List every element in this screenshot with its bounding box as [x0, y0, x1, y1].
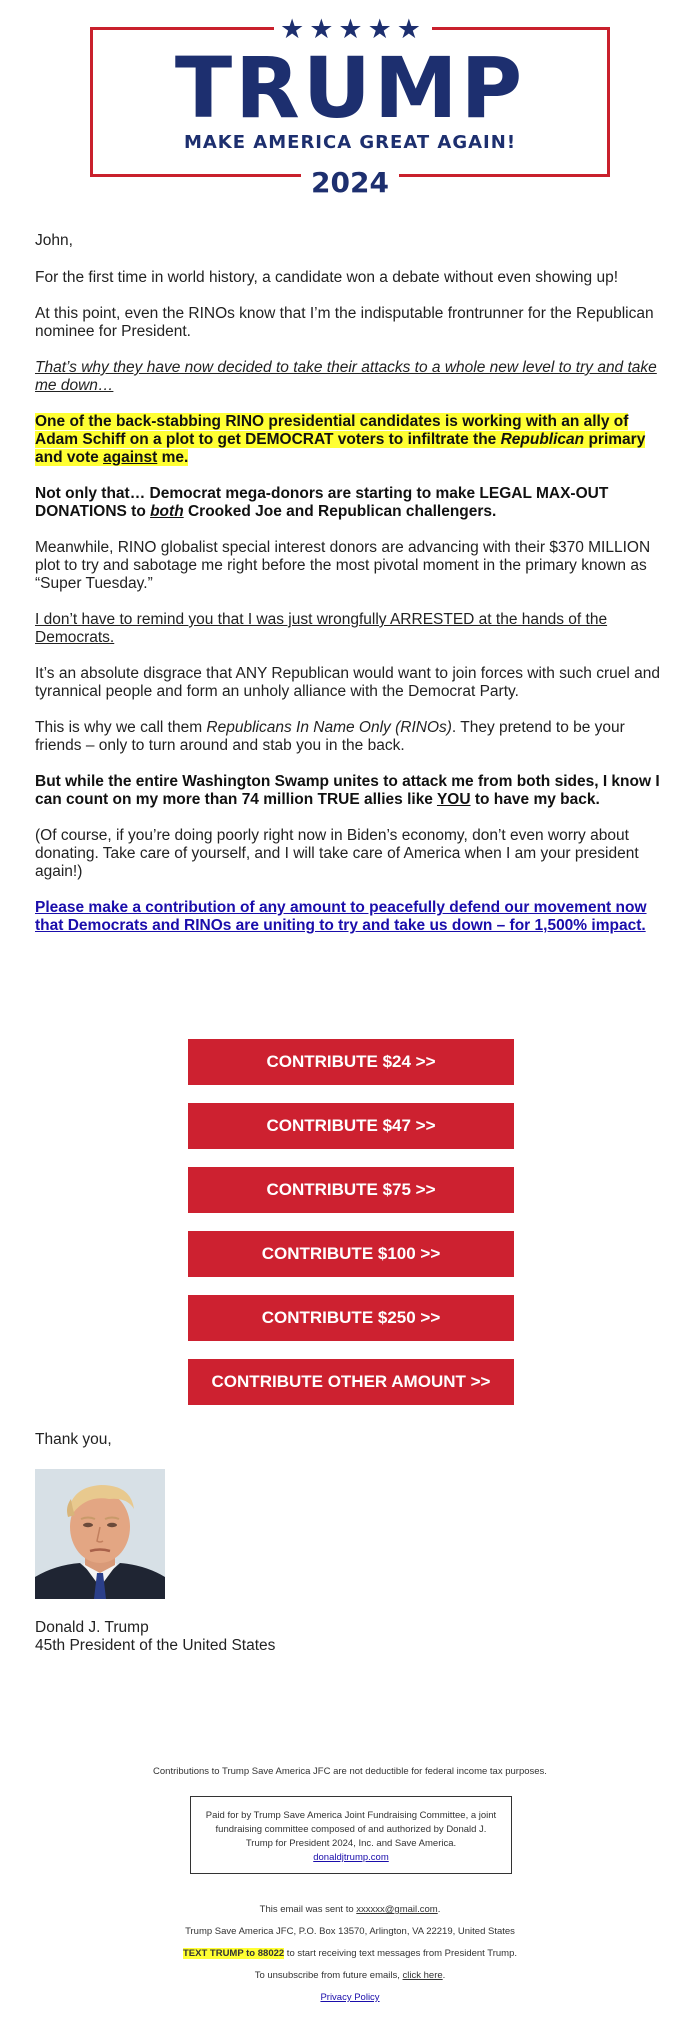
contribute-24-button[interactable]: CONTRIBUTE $24 >> — [188, 1039, 514, 1085]
bold-paragraph: Not only that… Democrat mega-donors are starting to make LEGAL MAX-OUT DONATIONS to both Crooked Joe and Republican challengers. — [35, 485, 609, 520]
bold-paragraph: But while the entire Washington Swamp unites to attack me from both sides, I know I can count on my more than 74 million TRUE allies like YOU to have my back. — [35, 773, 660, 808]
contribute-47-button[interactable]: CONTRIBUTE $47 >> — [188, 1103, 514, 1149]
contribute-other-button[interactable]: CONTRIBUTE OTHER AMOUNT >> — [188, 1359, 514, 1405]
contribute-100-button[interactable]: CONTRIBUTE $100 >> — [188, 1231, 514, 1277]
contribute-75-button[interactable]: CONTRIBUTE $75 >> — [188, 1167, 514, 1213]
paragraph: For the first time in world history, a candidate won a debate without even showing up! — [35, 269, 618, 286]
paid-for-box — [190, 1796, 512, 1874]
paragraph: I don’t have to remind you that I was just wrongfully ARRESTED at the hands of the Democrats. — [35, 611, 608, 646]
paragraph: At this point, even the RINOs know that I’m the indisputable frontrunner for the Republican nominee for President. — [35, 305, 654, 340]
privacy-policy-link[interactable]: Privacy Policy — [320, 1992, 380, 2003]
letter-content — [35, 232, 675, 953]
text-signup-line: TEXT TRUMP to 88022 to start receiving text messages from President Trump. — [182, 1948, 518, 1959]
paragraph: (Of course, if you’re doing poorly right now in Biden’s economy, don’t even worry about donating. Take care of yourself, and I will take care of America when I am your president again!) — [35, 827, 639, 880]
highlighted-paragraph: One of the back-stabbing RINO presidential candidates is working with an ally of Adam Schiff on a plot to get DEMOCRAT voters to infiltrate the Republican primary and vote against me. — [35, 413, 646, 466]
contribute-250-button[interactable]: CONTRIBUTE $250 >> — [188, 1295, 514, 1341]
signer-title: 45th President of the United States — [35, 1637, 276, 1654]
tax-disclaimer: Contributions to Trump Save America JFC are not deductible for federal income tax purposes. — [153, 1766, 547, 1777]
cta-paragraph — [35, 899, 675, 935]
paragraph: This is why we call them Republicans In Name Only (RINOs). They pretend to be your friends – only to turn around and stab you in the back. — [35, 719, 625, 754]
sent-to-line: This email was sent to xxxxxx@gmail.com. — [259, 1904, 441, 1915]
logo-tagline: MAKE AMERICA GREAT AGAIN! — [183, 132, 517, 153]
portrait-image — [35, 1469, 165, 1599]
paragraph: It’s an absolute disgrace that ANY Republican would want to join forces with such cruel and tyrannical people and form an unholy alliance with the Democrat Party. — [35, 665, 660, 700]
campaign-logo — [90, 14, 610, 199]
unsubscribe-line: To unsubscribe from future emails, click here. — [254, 1970, 446, 1981]
contribute-link[interactable]: Please make a contribution of any amount to peacefully defend our movement now that Democrats and RINOs are uniting to try and take us down – for 1,500% impact. — [35, 899, 647, 934]
stars-icon: ★★★★★ — [93, 14, 613, 44]
contribution-buttons — [188, 1039, 514, 1423]
recipient-email-link[interactable]: xxxxxx@gmail.com — [356, 1904, 438, 1915]
greeting: John, — [35, 232, 73, 249]
signer-name: Donald J. Trump — [35, 1619, 149, 1636]
logo-year: 2024 — [93, 166, 607, 200]
signer-block — [35, 1619, 275, 1655]
logo-name: TRUMP — [174, 39, 526, 137]
portrait-photo — [35, 1469, 165, 1599]
signoff-thanks: Thank you, — [35, 1431, 112, 1448]
text-signup-highlight: TEXT TRUMP to 88022 — [182, 1948, 285, 1959]
paragraph: Meanwhile, RINO globalist special interest donors are advancing with their $370 MILLION plot to try and sabotage me right before the most pivotal moment in the primary known as “Super Tuesday.” — [35, 539, 651, 592]
paid-for-text: Paid for by Trump Save America Joint Fundraising Committee, a joint fundraising committee composed of and authorized by Donald J. Trump for President 2024, Inc. and Save America. — [205, 1810, 497, 1849]
mailing-address: Trump Save America JFC, P.O. Box 13570, Arlington, VA 22219, United States — [185, 1926, 515, 1937]
privacy-line — [0, 1992, 700, 2004]
unsubscribe-link[interactable]: click here — [402, 1970, 443, 1981]
paragraph: That’s why they have now decided to take their attacks to a whole new level to try and take me down… — [35, 359, 657, 394]
website-link[interactable]: donaldjtrump.com — [313, 1852, 389, 1863]
